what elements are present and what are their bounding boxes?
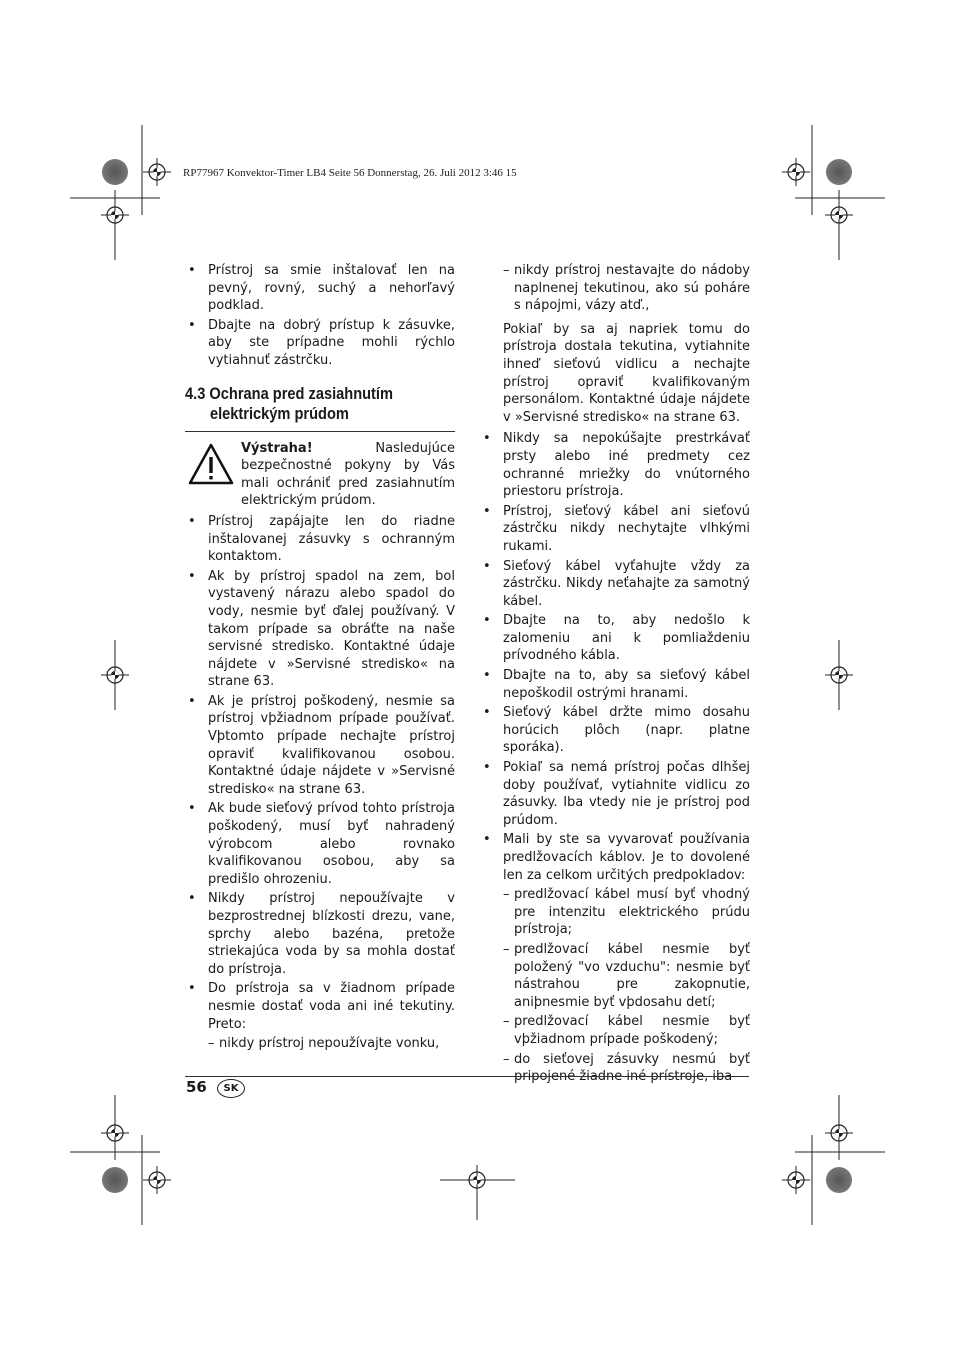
- list-item-text: Ak je prístroj poškodený, nesmie sa prístroj vþžiadnom prípade používať. Vþtomto prípade nechajte prístroj opraviť kvalifikovanou osobou. Kontaktné údaje nájdete v »Servisné stredisko« na strane 63.: [208, 693, 455, 797]
- warning-block: [185, 440, 455, 510]
- warning-triangle-icon: [187, 442, 235, 486]
- dash-mark: –: [503, 1014, 510, 1030]
- list-item-text: Prístroj, sieťový kábel ani sieťovú zástrčku nikdy nechytajte vlhkými rukami.: [503, 503, 750, 554]
- sub-list-item: [480, 262, 750, 315]
- bullet: •: [188, 801, 196, 817]
- list-item-text: Pokiaľ sa nemá prístroj počas dlhšej doby používať, vytiahnite vidlicu zo zásuvky. Iba vtedy nie je prístroj pod prúdom.: [503, 760, 750, 828]
- list-item: [185, 317, 455, 370]
- bullet: •: [188, 513, 196, 529]
- right-column: [480, 262, 750, 1088]
- list-item: [480, 704, 750, 757]
- language-badge: SK: [217, 1079, 245, 1098]
- sub-list-item: [480, 941, 750, 1011]
- footer-rule: [185, 1076, 749, 1077]
- warning-label: Výstraha!: [241, 440, 313, 456]
- list-item: [185, 980, 455, 1033]
- list-item-text: Sieťový kábel vyťahujte vždy za zástrčku. Nikdy neťahajte za samotný kábel.: [503, 558, 750, 609]
- page-number: 56: [186, 1078, 207, 1096]
- sub-list-item: [480, 1051, 750, 1086]
- dash-mark: –: [503, 263, 510, 278]
- list-item: [185, 262, 455, 315]
- list-item-text: Nikdy sa nepokúšajte prestrkávať prsty alebo iné predmety cez ochranné mriežky do vnútorného priestoru prístroja.: [503, 431, 750, 500]
- sub-list-item-text: predlžovací kábel nesmie byť vþžiadnom prípade poškodený;: [514, 1014, 750, 1047]
- list-item: [480, 831, 750, 884]
- list-item: [480, 612, 750, 665]
- list-item: [185, 568, 455, 691]
- list-item-text: Ak by prístroj spadol na zem, bol vystavený nárazu alebo spadol do vody, nesmie byť ďalej používaný. V takom prípade sa obráťte na naše servisné stredisko. Kontaktné údaje nájdete v »Servisné stredisko« na strane 63.: [208, 568, 455, 690]
- list-item-text: Sieťový kábel držte mimo dosahu horúcich plôch (napr. platne sporáka).: [503, 705, 750, 756]
- bullet: •: [483, 558, 491, 574]
- section-heading-line1: 4.3 Ochrana pred zasiahnutím: [185, 383, 393, 403]
- list-item: [185, 890, 455, 978]
- sub-list-item: [480, 886, 750, 939]
- left-column: [185, 262, 455, 1055]
- bullet: •: [483, 705, 491, 721]
- bullet: •: [188, 693, 196, 709]
- warning-text: Nasledujúce bezpečnostné pokyny by Vás mali ochrániť pred zasiahnutím elektrickým prúdom.: [241, 440, 455, 509]
- print-slug-line: RP77967 Konvektor-Timer LB4 Seite 56 Donnerstag, 26. Juli 2012 3:46 15: [183, 167, 517, 179]
- sub-list-item-text: do sieťovej zásuvky nesmú byť pripojené žiadne iné prístroje, iba: [514, 1051, 750, 1085]
- list-item-text: Dbajte na dobrý prístup k zásuvke, aby ste prípadne mohli rýchlo vytiahnuť zástrčku.: [208, 317, 455, 368]
- bullet: •: [483, 832, 491, 848]
- dash-mark: –: [503, 941, 510, 957]
- list-item: [185, 513, 455, 566]
- bullet: •: [188, 981, 196, 997]
- section-heading: [185, 384, 455, 432]
- dash-mark: –: [503, 1051, 510, 1067]
- sub-list-item: [185, 1035, 455, 1053]
- sub-list-item: [480, 1013, 750, 1048]
- list-item: [480, 667, 750, 702]
- list-item-text: Do prístroja sa v žiadnom prípade nesmie dostať voda ani iné tekutiny. Preto:: [208, 981, 455, 1032]
- list-item: [480, 759, 750, 829]
- bullet: •: [188, 891, 196, 907]
- list-item-text: Dbajte na to, aby sa sieťový kábel nepoškodil ostrými hranami.: [503, 668, 750, 701]
- list-item: [480, 503, 750, 556]
- list-item-text: Prístroj zapájajte len do riadne inštalovanej zásuvky s ochranným kontaktom.: [208, 513, 455, 565]
- list-item-text: Ak bude sieťový prívod tohto prístroja poškodený, musí byť nahradený výrobcom alebo rovnako kvalifikovanou osobou, aby sa predišlo ohrozeniu.: [208, 801, 455, 887]
- bullet: •: [483, 613, 491, 629]
- bullet: •: [483, 431, 491, 447]
- bullet: •: [483, 503, 491, 519]
- sub-list-item-text: predlžovací kábel musí byť vhodný pre intenzitu elektrického prúdu prístroja;: [514, 887, 750, 938]
- dash-mark: –: [208, 1036, 215, 1052]
- sub-list-item-text: nikdy prístroj nepoužívajte vonku,: [219, 1036, 440, 1052]
- list-item-text: Prístroj sa smie inštalovať len na pevný, rovný, suchý a nehorľavý podklad.: [208, 263, 455, 314]
- bullet: •: [188, 317, 196, 333]
- list-item-text: Dbajte na to, aby nedošlo k zalomeniu ani k pomliaždeniu prívodného kábla.: [503, 613, 750, 664]
- list-item: [185, 800, 455, 888]
- sub-list-item-text: nikdy prístroj nestavajte do nádoby naplnenej tekutinou, ako sú poháre s nápojmi, vázy atď.,: [514, 263, 750, 314]
- bullet: •: [188, 568, 196, 584]
- list-item: [480, 558, 750, 611]
- paragraph: Pokiaľ by sa aj napriek tomu do prístroja dostala tekutina, vytiahnite ihneď sieťovú vidlicu a nechajte prístroj opraviť kvalifikovaným personálom. Kontaktné údaje nájdete v »Servisné stredisko« na strane 63.: [503, 321, 750, 425]
- section-heading-line2: elektrickým prúdom: [209, 403, 349, 423]
- list-item-text: Nikdy prístroj nepoužívajte v bezprostrednej blízkosti drezu, vane, sprchy alebo bazéna, pretože striekajúca voda by sa mohla dostať do prístroja.: [208, 891, 455, 977]
- bullet: •: [483, 668, 491, 684]
- dash-mark: –: [503, 887, 510, 903]
- list-item: [185, 693, 455, 799]
- sub-list-item-text: predlžovací kábel nesmie byť položený "vo vzduchu": nesmie byť nástrahou pre zakopnutie, aniþnesmie byť vþdosahu detí;: [514, 941, 750, 1010]
- list-item: [480, 430, 750, 500]
- bullet: •: [483, 760, 491, 776]
- bullet: •: [188, 263, 196, 278]
- list-item-text: Mali by ste sa vyvarovať používania predlžovacích káblov. Je to dovolené len za celkom určitých predpokladov:: [503, 832, 750, 883]
